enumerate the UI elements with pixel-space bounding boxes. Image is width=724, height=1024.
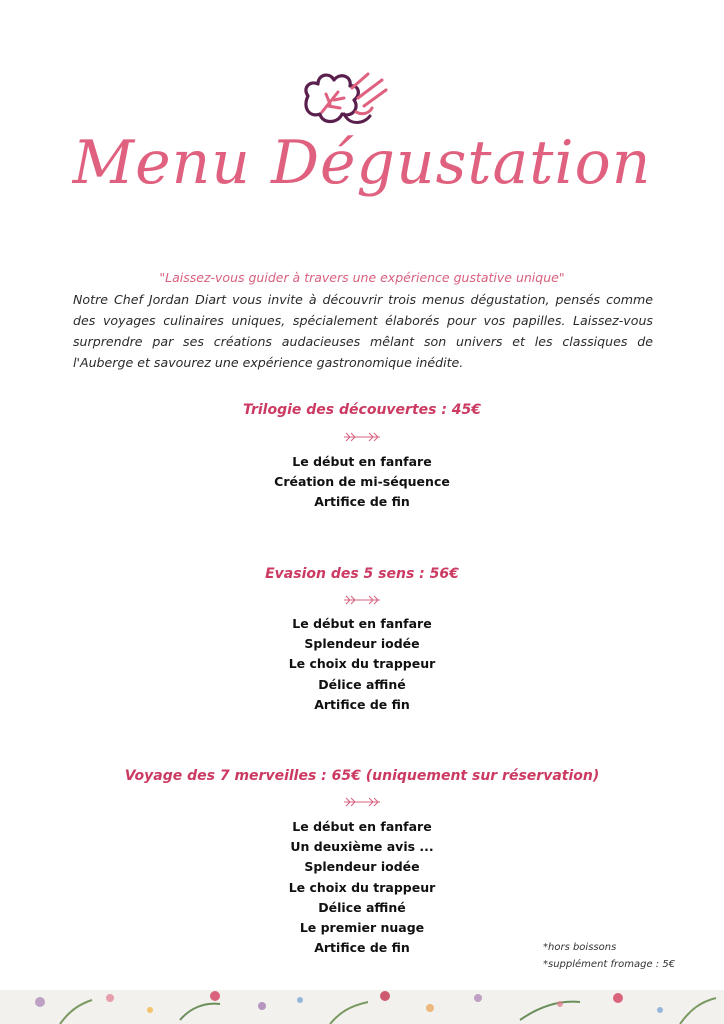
menu-item: Un deuxième avis ... xyxy=(290,839,434,855)
menu-item: Création de mi-séquence xyxy=(274,474,450,490)
menu-3-items xyxy=(0,817,724,958)
intro-quote: "Laissez-vous guider à travers une expérience gustative unique" xyxy=(159,270,565,285)
menu-2-items xyxy=(0,614,724,715)
menu-2-title: Evasion des 5 sens : 56€ xyxy=(265,566,459,582)
arrow-divider-icon xyxy=(342,432,382,442)
arrow-divider-icon xyxy=(342,797,382,807)
menu-item: Le début en fanfare xyxy=(292,454,432,469)
menu-item: Le choix du trappeur xyxy=(288,656,436,672)
menu-3-title: Voyage des 7 merveilles : 65€ (uniquement sur réservation) xyxy=(124,768,600,784)
floral-border-icon xyxy=(0,990,724,1024)
leaf-logo-icon xyxy=(298,68,390,132)
menu-item: Splendeur iodée xyxy=(304,636,420,652)
menu-item: Le choix du trappeur xyxy=(288,879,436,895)
menu-item: Le début en fanfare xyxy=(292,616,432,631)
note-cheese: *supplément fromage : 5€ xyxy=(543,959,676,970)
menu-item: Splendeur iodée xyxy=(304,859,420,875)
menu-1-items xyxy=(0,452,724,513)
menu-1-title: Trilogie des découvertes : 45€ xyxy=(242,402,482,418)
menu-item: Artifice de fin xyxy=(314,696,410,712)
arrow-divider-icon xyxy=(342,595,382,605)
intro-text: Notre Chef Jordan Diart vous invite à découvrir trois menus dégustation, pensés comme des voyages culinaires uniques, spécialement élaborés pour vos papilles. Laissez-vous surprendre par ses créations audacieuses mêlant son univers et les classiques de l'Auberge et savourez une expérience gastronomique inédite. xyxy=(73,292,653,370)
menu-item: Le début en fanfare xyxy=(292,819,432,834)
menu-item: Le premier nuage xyxy=(299,920,425,936)
menu-item: Délice affiné xyxy=(318,676,406,692)
menu-item: Artifice de fin xyxy=(314,940,410,956)
page-title: Menu Dégustation xyxy=(72,128,652,198)
menu-item: Artifice de fin xyxy=(314,494,410,510)
menu-item: Délice affiné xyxy=(318,899,406,915)
note-drinks: *hors boissons xyxy=(543,942,617,953)
